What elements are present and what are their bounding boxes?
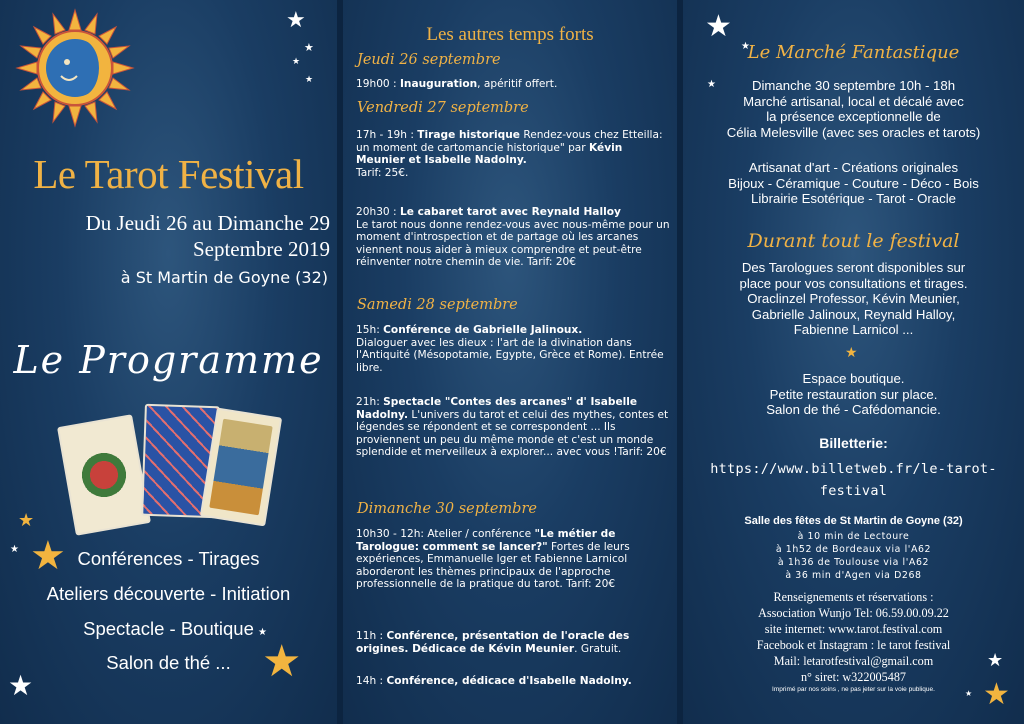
star-icon: ★	[741, 41, 750, 52]
star-icon: ★	[705, 9, 732, 44]
day-heading: Samedi 28 septembre	[357, 297, 518, 313]
dates-line: Septembre 2019	[192, 237, 330, 261]
sun-face-icon	[10, 8, 140, 128]
programme-line: Conférences - Tirages	[77, 548, 260, 569]
venue-name: Salle des fêtes de St Martin de Goyne (32)	[744, 515, 963, 527]
durant-text: Des Tarologues seront disponibles sur place pour vos consultations et tirages. Oraclinzel Professor, Kévin Meunier, Gabrielle Jalinoux, Reynald Halloy, Fabienne Larnicol ...	[739, 260, 968, 337]
programme-heading: Le Programme	[13, 338, 324, 382]
star-icon: ★	[983, 677, 1010, 712]
festival-dates	[20, 210, 330, 262]
print-notice: Imprimé par nos soins , ne pas jeter sur la voie publique.	[772, 686, 935, 693]
contact-heading: Renseignements et réservations :	[773, 590, 934, 604]
star-icon: ★	[965, 689, 973, 698]
day-heading: Dimanche 30 septembre	[357, 501, 537, 517]
artisanat-text: Artisanat d'art - Créations originales Bijoux - Céramique - Couture - Déco - Bois Librairie Esotérique - Tarot - Oracle	[728, 160, 979, 206]
espace-text: Espace boutique. Petite restauration sur place. Salon de thé - Cafédomancie.	[766, 371, 941, 417]
contact-info: Association Wunjo Tel: 06.59.00.09.22 site internet: www.tarot.festival.com Facebook et Instagram : le tarot festival Mail: letarotfestival@gmail.com n° siret: w322005487	[756, 606, 951, 684]
event-item: 10h30 - 12h: Atelier / conférence "Le métier de Tarologue: comment se lancer?" Fortes de leurs expériences, Emmanuelle Iger et Fabienne Larnicol aborderont les thèmes principaux de l'approche professionnelle de la pratique du tarot. Tarif: 20€	[356, 528, 630, 591]
star-icon: ★	[292, 57, 301, 67]
panel-schedule	[343, 0, 677, 724]
event-item: 11h : Conférence, présentation de l'oracle des origines. Dédicace de Kévin Meunier. Gratuit.	[356, 630, 630, 655]
star-icon: ★	[18, 510, 35, 531]
star-icon: ★	[262, 636, 302, 687]
dates-line: Du Jeudi 26 au Dimanche 29	[85, 211, 330, 235]
venue-access: à 10 min de Lectoure à 1h52 de Bordeaux via l'A62 à 1h36 de Toulouse via l'A62 à 36 min d'Agen via D268	[775, 531, 932, 581]
tarot-card-image	[57, 414, 151, 536]
day-heading: Vendredi 27 septembre	[357, 100, 529, 116]
star-icon: ★	[8, 669, 34, 702]
festival-place: à St Martin de Goyne (32)	[120, 268, 328, 287]
programme-line: Spectacle - Boutique	[83, 618, 254, 639]
durant-heading: Durant tout le festival	[747, 230, 960, 252]
star-icon: ★	[30, 533, 66, 579]
schedule-title: Les autres temps forts	[426, 24, 594, 45]
star-icon: ★	[707, 79, 716, 90]
marche-heading: Le Marché Fantastique	[747, 42, 960, 63]
marche-text: Dimanche 30 septembre 10h - 18h Marché artisanal, local et décalé avec la présence exceptionnelle de Célia Melesville (avec ses oracles et tarots)	[726, 78, 981, 140]
event-item: 15h: Conférence de Gabrielle Jalinoux. Dialoguer avec les dieux : l'art de la divination dans l'Antiquité (Mésopotamie, Egypte, Grèce et Rome). Entrée libre.	[356, 324, 664, 374]
event-item: 20h30 : Le cabaret tarot avec Reynald Halloy Le tarot nous donne rendez-vous avec nous-même pour un moment d'introspection et de partage où les arcanes viennent nous aider à mieux comprendre et peut-être réinventer notre chemin de vie. Tarif: 20€	[356, 206, 670, 269]
star-icon: ★	[10, 544, 19, 555]
star-icon: ★	[258, 627, 267, 638]
panel-intro	[0, 0, 337, 724]
star-icon: ★	[845, 345, 858, 361]
event-item: 14h : Conférence, dédicace d'Isabelle Nadolny.	[356, 675, 632, 687]
day-heading: Jeudi 26 septembre	[357, 52, 501, 68]
event-item: 19h00 : Inauguration, apéritif offert.	[356, 78, 558, 90]
billetterie-label: Billetterie:	[819, 435, 888, 451]
event-item: 17h - 19h : Tirage historique Rendez-vous chez Etteilla: un moment de cartomancie historique" par Kévin Meunier et Isabelle Nadolny. Tarif: 25€.	[356, 129, 663, 179]
programme-line: Ateliers découverte - Initiation	[46, 583, 291, 604]
billetterie-link[interactable]: https://www.billetweb.fr/le-tarot- festival	[710, 461, 997, 499]
panel-info	[683, 0, 1024, 724]
star-icon: ★	[305, 75, 314, 85]
programme-line: Salon de thé ...	[106, 652, 231, 673]
festival-title: Le Tarot Festival	[33, 151, 304, 197]
star-icon: ★	[304, 41, 314, 54]
event-item: 21h: Spectacle "Contes des arcanes" d' Isabelle Nadolny. L'univers du tarot et celui des mythes, contes et légendes se répondent et se correspondent ... Ils proviennent un peu du même monde et c'est un monde splendide et merveilleux à explorer... avec vous !Tarif: 20€	[356, 396, 669, 459]
star-icon: ★	[987, 650, 1004, 671]
star-icon: ★	[286, 8, 306, 33]
